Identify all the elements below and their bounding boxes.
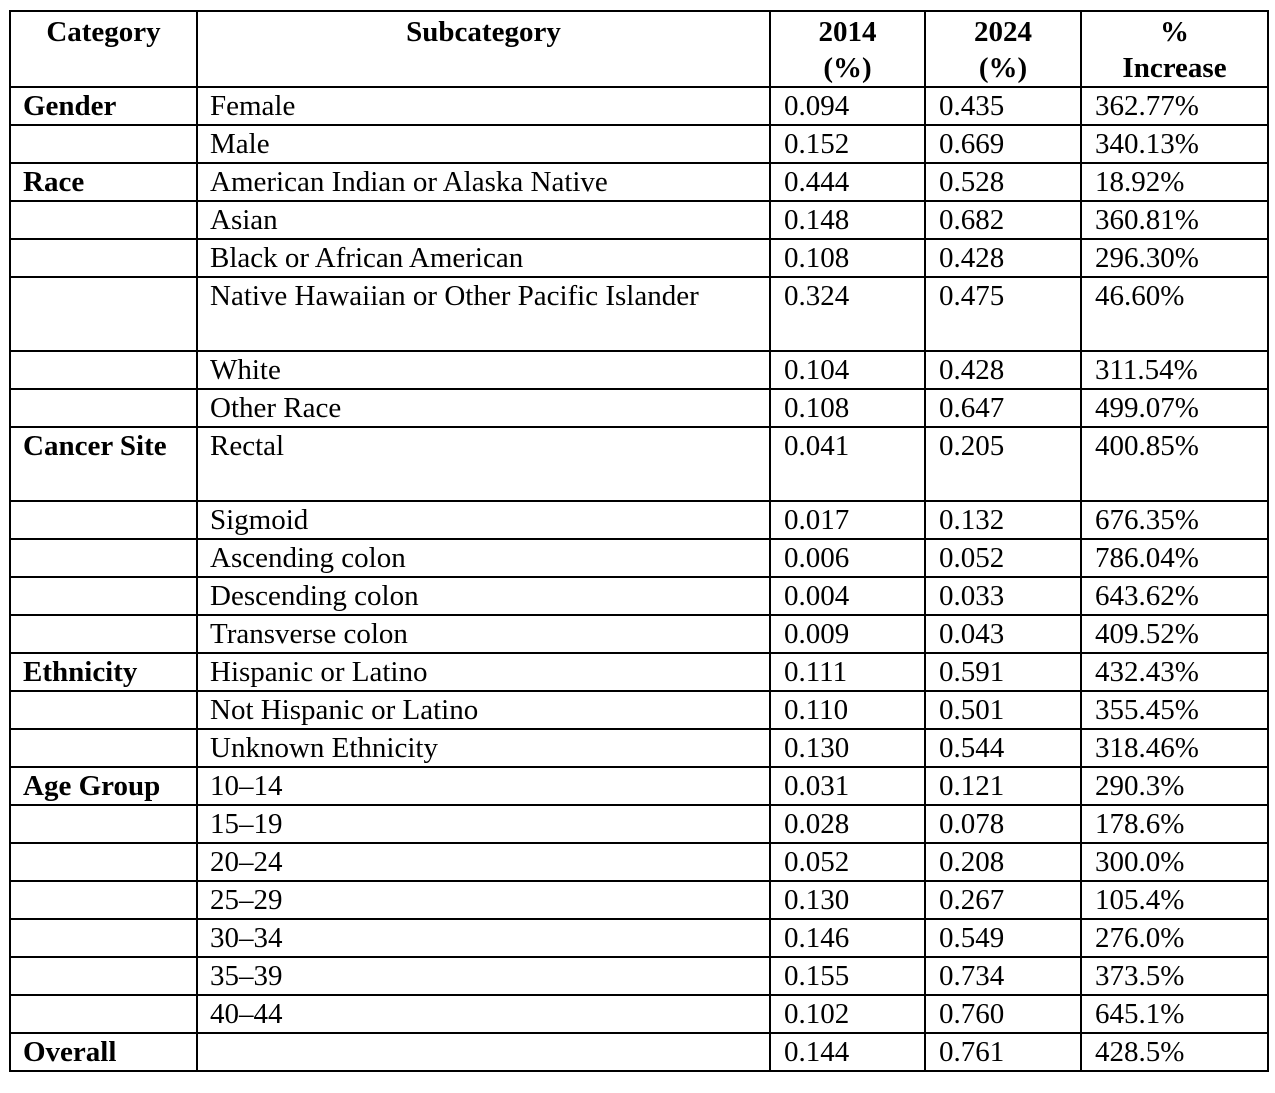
increase-cell: 318.46% (1081, 729, 1268, 767)
category-cell (10, 881, 197, 919)
category-cell: Gender (10, 87, 197, 125)
header-subcategory (197, 11, 770, 87)
increase-cell: 300.0% (1081, 843, 1268, 881)
value-2014-cell: 0.130 (770, 729, 925, 767)
increase-cell: 676.35% (1081, 501, 1268, 539)
value-2014-cell: 0.444 (770, 163, 925, 201)
value-2024-cell: 0.528 (925, 163, 1081, 201)
header-category (10, 11, 197, 87)
subcategory-cell: American Indian or Alaska Native (197, 163, 770, 201)
value-2024-cell: 0.052 (925, 539, 1081, 577)
subcategory-cell: Native Hawaiian or Other Pacific Islander (197, 277, 770, 351)
value-2024-cell: 0.682 (925, 201, 1081, 239)
subcategory-cell: Hispanic or Latino (197, 653, 770, 691)
subcategory-cell: 10–14 (197, 767, 770, 805)
increase-cell: 400.85% (1081, 427, 1268, 501)
subcategory-cell: 30–34 (197, 919, 770, 957)
subcategory-cell: Black or African American (197, 239, 770, 277)
value-2024-cell: 0.043 (925, 615, 1081, 653)
value-2014-cell: 0.004 (770, 577, 925, 615)
category-cell (10, 239, 197, 277)
header-2014 (770, 11, 925, 87)
value-2024-cell: 0.078 (925, 805, 1081, 843)
value-2024-cell: 0.435 (925, 87, 1081, 125)
value-2014-cell: 0.006 (770, 539, 925, 577)
category-cell (10, 389, 197, 427)
value-2024-cell: 0.132 (925, 501, 1081, 539)
value-2014-cell: 0.041 (770, 427, 925, 501)
value-2024-cell: 0.205 (925, 427, 1081, 501)
increase-cell: 296.30% (1081, 239, 1268, 277)
value-2014-cell: 0.108 (770, 389, 925, 427)
increase-cell: 428.5% (1081, 1033, 1268, 1071)
header-2024-line: (%) (978, 52, 1028, 84)
header-2014-line: (%) (823, 52, 872, 84)
subcategory-cell: 15–19 (197, 805, 770, 843)
value-2024-cell: 0.760 (925, 995, 1081, 1033)
table-row (10, 277, 1268, 351)
subcategory-cell: Unknown Ethnicity (197, 729, 770, 767)
value-2024-cell: 0.549 (925, 919, 1081, 957)
table-row (10, 389, 1268, 427)
category-cell (10, 577, 197, 615)
value-2014-cell: 0.144 (770, 1033, 925, 1071)
increase-cell: 786.04% (1081, 539, 1268, 577)
table-row (10, 805, 1268, 843)
increase-cell: 373.5% (1081, 957, 1268, 995)
subcategory-cell: White (197, 351, 770, 389)
value-2014-cell: 0.009 (770, 615, 925, 653)
value-2014-cell: 0.110 (770, 691, 925, 729)
value-2024-cell: 0.475 (925, 277, 1081, 351)
value-2024-cell: 0.501 (925, 691, 1081, 729)
value-2014-cell: 0.324 (770, 277, 925, 351)
increase-cell: 645.1% (1081, 995, 1268, 1033)
category-cell (10, 729, 197, 767)
header-subcategory-line: Subcategory (406, 16, 561, 48)
increase-cell: 499.07% (1081, 389, 1268, 427)
header-2024 (925, 11, 1081, 87)
value-2014-cell: 0.152 (770, 125, 925, 163)
value-2014-cell: 0.146 (770, 919, 925, 957)
category-cell (10, 539, 197, 577)
value-2024-cell: 0.428 (925, 351, 1081, 389)
table-body (10, 87, 1268, 1071)
value-2024-cell: 0.734 (925, 957, 1081, 995)
increase-cell: 340.13% (1081, 125, 1268, 163)
subcategory-cell: Sigmoid (197, 501, 770, 539)
category-cell (10, 843, 197, 881)
table-row (10, 1033, 1268, 1071)
category-cell (10, 691, 197, 729)
subcategory-cell: Rectal (197, 427, 770, 501)
category-cell (10, 125, 197, 163)
subcategory-cell: Other Race (197, 389, 770, 427)
increase-cell: 46.60% (1081, 277, 1268, 351)
category-cell (10, 995, 197, 1033)
subcategory-cell: 35–39 (197, 957, 770, 995)
value-2024-cell: 0.267 (925, 881, 1081, 919)
value-2024-cell: 0.591 (925, 653, 1081, 691)
value-2024-cell: 0.428 (925, 239, 1081, 277)
increase-cell: 18.92% (1081, 163, 1268, 201)
increase-cell: 311.54% (1081, 351, 1268, 389)
category-cell (10, 957, 197, 995)
header-2024-line: 2024 (974, 16, 1032, 48)
header-2014-line: 2014 (818, 16, 877, 48)
value-2024-cell: 0.761 (925, 1033, 1081, 1071)
value-2024-cell: 0.121 (925, 767, 1081, 805)
subcategory-cell: Asian (197, 201, 770, 239)
header-increase-line: Increase (1122, 52, 1227, 84)
category-cell: Age Group (10, 767, 197, 805)
value-2024-cell: 0.208 (925, 843, 1081, 881)
value-2014-cell: 0.111 (770, 653, 925, 691)
increase-cell: 432.43% (1081, 653, 1268, 691)
category-cell (10, 919, 197, 957)
subcategory-cell: Transverse colon (197, 615, 770, 653)
increase-cell: 290.3% (1081, 767, 1268, 805)
table-row (10, 843, 1268, 881)
increase-cell: 643.62% (1081, 577, 1268, 615)
table-row (10, 125, 1268, 163)
value-2014-cell: 0.155 (770, 957, 925, 995)
table-row (10, 239, 1268, 277)
value-2014-cell: 0.028 (770, 805, 925, 843)
value-2024-cell: 0.669 (925, 125, 1081, 163)
increase-cell: 362.77% (1081, 87, 1268, 125)
value-2014-cell: 0.102 (770, 995, 925, 1033)
header-increase-line: % (1160, 16, 1189, 48)
increase-cell: 360.81% (1081, 201, 1268, 239)
category-cell (10, 277, 197, 351)
subcategory-cell (197, 1033, 770, 1071)
table-row (10, 539, 1268, 577)
value-2014-cell: 0.148 (770, 201, 925, 239)
value-2024-cell: 0.544 (925, 729, 1081, 767)
table-row (10, 163, 1268, 201)
table-row (10, 919, 1268, 957)
value-2024-cell: 0.647 (925, 389, 1081, 427)
subcategory-cell: Not Hispanic or Latino (197, 691, 770, 729)
table-row (10, 427, 1268, 501)
value-2014-cell: 0.031 (770, 767, 925, 805)
value-2014-cell: 0.108 (770, 239, 925, 277)
subcategory-cell: Female (197, 87, 770, 125)
value-2014-cell: 0.130 (770, 881, 925, 919)
header-category-line: Category (46, 16, 161, 48)
header-row (10, 11, 1268, 87)
category-cell: Overall (10, 1033, 197, 1071)
table-row (10, 351, 1268, 389)
header-increase (1081, 11, 1268, 87)
increase-cell: 355.45% (1081, 691, 1268, 729)
subcategory-cell: Male (197, 125, 770, 163)
category-cell: Ethnicity (10, 653, 197, 691)
table-row (10, 767, 1268, 805)
subcategory-cell: Ascending colon (197, 539, 770, 577)
category-cell: Race (10, 163, 197, 201)
table-row (10, 995, 1268, 1033)
increase-cell: 409.52% (1081, 615, 1268, 653)
table-row (10, 577, 1268, 615)
table-row (10, 691, 1268, 729)
table-row (10, 87, 1268, 125)
subcategory-cell: 25–29 (197, 881, 770, 919)
category-cell (10, 501, 197, 539)
table-row (10, 881, 1268, 919)
table-row (10, 653, 1268, 691)
category-cell: Cancer Site (10, 427, 197, 501)
increase-cell: 105.4% (1081, 881, 1268, 919)
table-row (10, 501, 1268, 539)
increase-cell: 178.6% (1081, 805, 1268, 843)
value-2014-cell: 0.094 (770, 87, 925, 125)
table-row (10, 615, 1268, 653)
increase-cell: 276.0% (1081, 919, 1268, 957)
table-row (10, 957, 1268, 995)
data-table (9, 10, 1269, 1072)
category-cell (10, 201, 197, 239)
subcategory-cell: 40–44 (197, 995, 770, 1033)
table-row (10, 201, 1268, 239)
category-cell (10, 615, 197, 653)
category-cell (10, 351, 197, 389)
value-2014-cell: 0.052 (770, 843, 925, 881)
value-2014-cell: 0.104 (770, 351, 925, 389)
category-cell (10, 805, 197, 843)
value-2024-cell: 0.033 (925, 577, 1081, 615)
subcategory-cell: 20–24 (197, 843, 770, 881)
subcategory-cell: Descending colon (197, 577, 770, 615)
table-row (10, 729, 1268, 767)
value-2014-cell: 0.017 (770, 501, 925, 539)
